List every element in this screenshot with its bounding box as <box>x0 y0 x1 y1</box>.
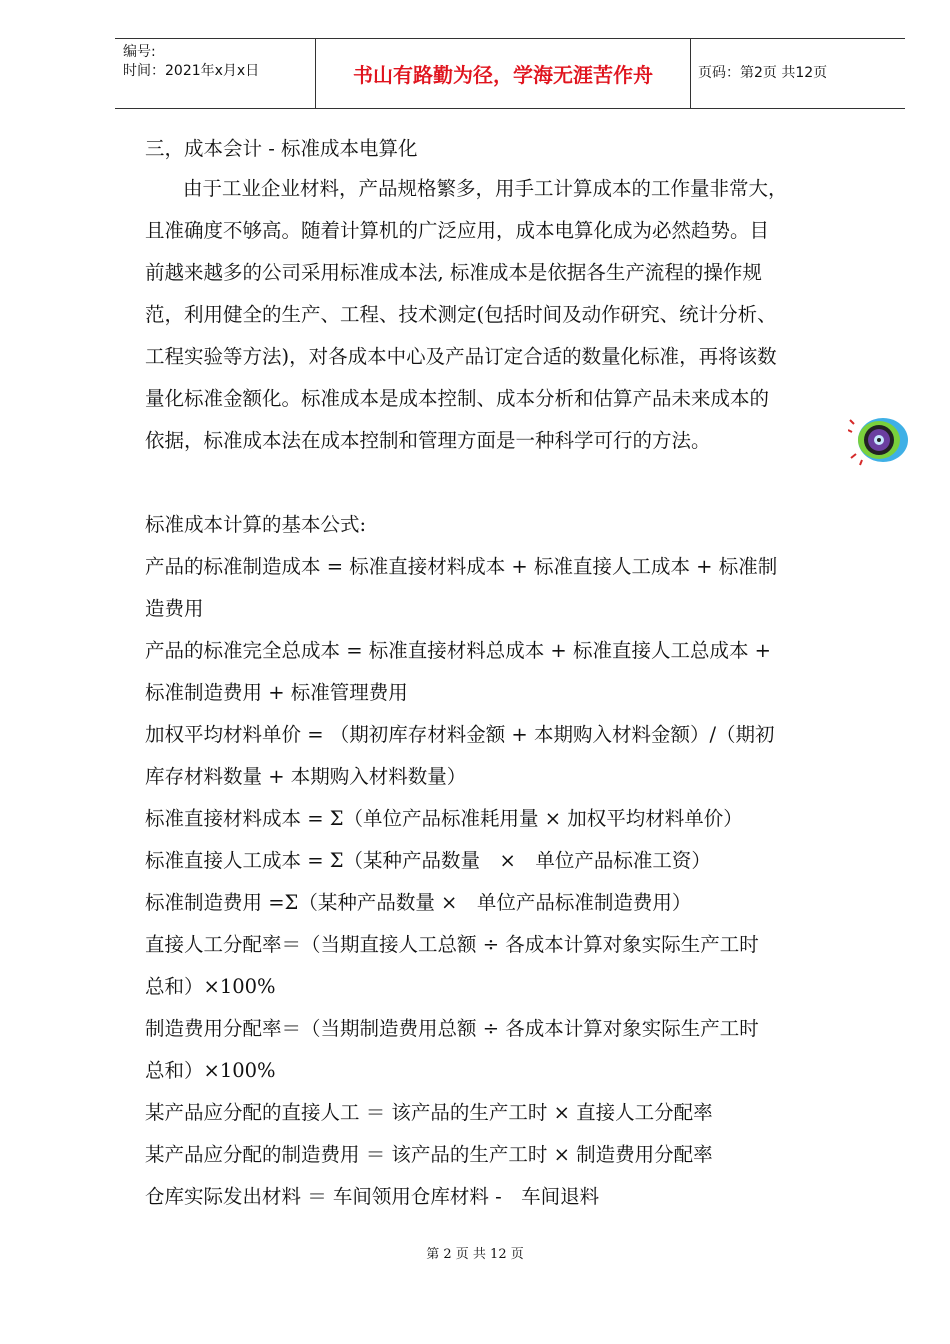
paragraph-line: 且准确度不够高。随着计算机的广泛应用，成本电算化成为必然趋势。目 <box>145 219 770 242</box>
motto-text: 书山有路勤为径，学海无涯苦作舟 <box>353 63 653 87</box>
blank-line <box>145 462 875 504</box>
header-motto-cell <box>315 39 691 108</box>
formula-line: 产品的标准制造成本 = 标准直接材料成本 + 标准直接人工成本 + 标准制 <box>145 555 778 578</box>
formula-line: 标准直接材料成本 = Σ（单位产品标准耗用量 × 加权平均材料单价） <box>145 807 743 830</box>
paragraph-line: 依据，标准成本法在成本控制和管理方面是一种科学可行的方法。 <box>145 429 711 452</box>
paragraph-line: 前越来越多的公司采用标准成本法, 标准成本是依据各生产流程的操作规 <box>145 261 762 284</box>
paragraph-line: 由于工业企业材料，产品规格繁多，用手工计算成本的工作量非常大， <box>183 177 788 200</box>
document-body <box>145 130 875 1218</box>
page-footer: 第 2 页 共 12 页 <box>426 1247 524 1262</box>
formula-line: 造费用 <box>145 597 204 620</box>
formula-line: 某产品应分配的直接人工 ＝ 该产品的生产工时 × 直接人工分配率 <box>145 1101 713 1124</box>
header-right-cell <box>690 39 905 108</box>
formula-line: 标准制造费用 + 标准管理费用 <box>145 681 408 704</box>
formula-line: 某产品应分配的制造费用 ＝ 该产品的生产工时 × 制造费用分配率 <box>145 1143 713 1166</box>
cd-disc-icon <box>848 414 910 466</box>
formula-line: 标准直接人工成本 = Σ（某种产品数量 × 单位产品标准工资） <box>145 849 711 872</box>
formula-line: 加权平均材料单价 = （期初库存材料金额 + 本期购入材料金额）/（期初 <box>145 723 775 746</box>
formula-line: 总和）×100% <box>145 1059 276 1082</box>
paragraph-line: 量化标准金额化。标准成本是成本控制、成本分析和估算产品未来成本的 <box>145 387 770 410</box>
formula-line: 仓库实际发出材料 ＝ 车间领用仓库材料 - 车间退料 <box>145 1185 600 1208</box>
paragraph-line: 工程实验等方法)，对各成本中心及产品订定合适的数量化标准，再将该数 <box>145 345 777 368</box>
time-label: 时间：2021年x月x日 <box>123 63 260 79</box>
formula-title: 标准成本计算的基本公式: <box>145 513 367 536</box>
formula-line: 标准制造费用 =Σ（某种产品数量 × 单位产品标准制造费用） <box>145 891 692 914</box>
formula-line: 制造费用分配率＝（当期制造费用总额 ÷ 各成本计算对象实际生产工时 <box>145 1017 759 1040</box>
formula-line: 直接人工分配率＝（当期直接人工总额 ÷ 各成本计算对象实际生产工时 <box>145 933 759 956</box>
paragraph-line: 范，利用健全的生产、工程、技术测定(包括时间及动作研究、统计分析、 <box>145 303 777 326</box>
code-label: 编号: <box>123 44 156 60</box>
formula-line: 总和）×100% <box>145 975 276 998</box>
formula-line: 产品的标准完全总成本 = 标准直接材料总成本 + 标准直接人工总成本 + <box>145 639 772 662</box>
page-info: 页码：第2页 共12页 <box>698 65 828 81</box>
formula-line: 库存材料数量 + 本期购入材料数量） <box>145 765 467 788</box>
page-header <box>115 38 905 109</box>
section-heading: 三，成本会计 - 标准成本电算化 <box>145 137 418 160</box>
header-left-cell <box>115 39 315 108</box>
